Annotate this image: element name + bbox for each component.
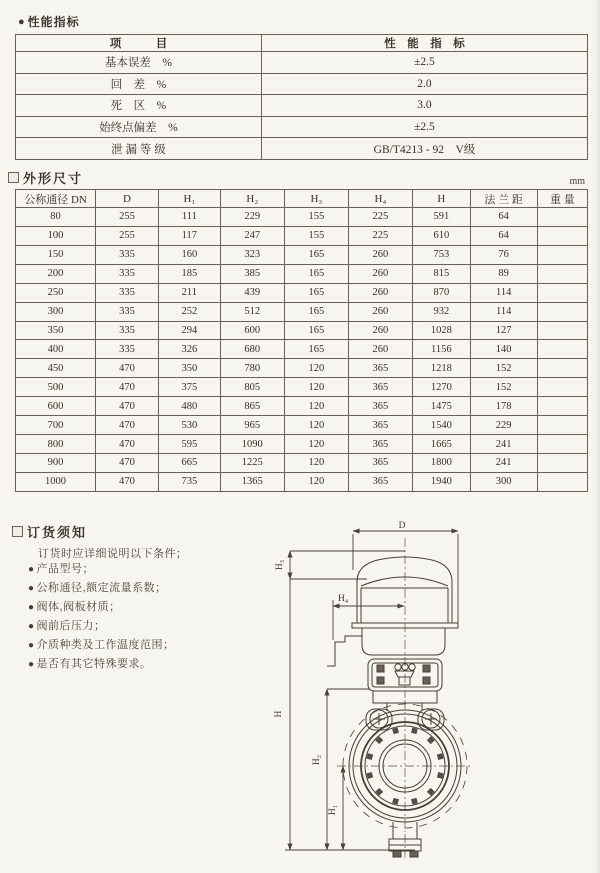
dim-cell: 165 [284,264,348,283]
bullet-icon: ● [28,659,35,670]
dim-cell: 64 [470,208,537,227]
perf-value-cell: 3.0 [261,95,587,117]
dim-cell: 211 [158,283,220,302]
bullet-icon: ● [28,564,35,575]
dim-cell: 700 [16,416,96,435]
actuator-housing [362,628,445,655]
dim-row [16,340,588,359]
dim-col-header: H₃ [284,190,348,208]
dim-cell: 1156 [412,340,470,359]
dim-cell: 591 [412,208,470,227]
dim-cell: 365 [348,416,412,435]
dim-header-row [16,190,588,208]
dim-cell [537,302,587,321]
dim-cell [537,340,587,359]
dim-cell: 470 [96,416,159,435]
dim-label-h: H [274,710,284,718]
dim-cell: 1540 [412,416,470,435]
dim-col-header: H [412,190,470,208]
ordering-item-label: 产品型号； [36,563,95,575]
dim-cell: 600 [16,397,96,416]
dim-cell: 365 [348,397,412,416]
dim-cell: 865 [220,397,284,416]
performance-heading-label: 性能指标 [27,15,80,29]
dim-cell: 900 [16,453,96,472]
unit-label: mm [569,176,585,187]
dim-row [16,435,588,454]
dim-cell [537,453,587,472]
dim-cell: 64 [470,226,537,245]
dim-cell: 229 [220,208,284,227]
flange-bolt [437,753,444,760]
actuator-dome [361,577,448,586]
dim-cell: 252 [158,302,220,321]
dim-cell: 300 [470,472,537,491]
dim-cell: 255 [96,226,159,245]
dim-cell: 260 [348,283,412,302]
dim-cell: 255 [96,208,159,227]
dimension-labels [274,521,406,815]
dim-cell: 185 [158,264,220,283]
dim-label-h3: H₃ [275,559,285,571]
dim-cell: 241 [470,453,537,472]
perf-value-cell: ±2.5 [261,52,587,74]
dim-cell: 350 [16,321,96,340]
perf-value-cell: ±2.5 [261,116,587,138]
dimensions-table [15,189,588,492]
dim-cell: 120 [284,435,348,454]
dim-label-d: D [398,521,406,531]
dim-cell: 120 [284,416,348,435]
dim-row [16,453,588,472]
dim-cell: 294 [158,321,220,340]
dim-cell: 150 [16,245,96,264]
ordering-item-label: 公称通径,额定流量系数； [36,582,167,594]
dim-cell: 335 [96,302,159,321]
square-marker-icon [8,172,19,183]
dim-cell: 365 [348,435,412,454]
dim-cell: 965 [220,416,284,435]
dim-cell: 155 [284,226,348,245]
dim-cell: 117 [158,226,220,245]
dim-cell [537,359,587,378]
perf-item-cell: 泄 漏 等 级 [16,138,262,160]
performance-table-body [16,52,588,160]
dim-cell [537,397,587,416]
dim-row [16,208,588,227]
dim-cell [537,245,587,264]
performance-header-row [16,35,588,52]
bullet-icon: ● [18,15,26,28]
dim-cell: 480 [158,397,220,416]
dim-cell: 735 [158,472,220,491]
flange-bolt [366,753,373,760]
dim-cell: 1475 [412,397,470,416]
ordering-heading [12,522,87,541]
flange-bolt [411,727,418,734]
dim-cell: 152 [470,359,537,378]
flange-bolt [392,798,399,805]
dim-cell: 595 [158,435,220,454]
dim-cell: 200 [16,264,96,283]
dim-cell: 326 [158,340,220,359]
dim-cell: 680 [220,340,284,359]
dim-cell: 100 [16,226,96,245]
dim-cell: 229 [470,416,537,435]
dim-cell: 932 [412,302,470,321]
dim-cell: 665 [158,453,220,472]
dim-cell: 753 [412,245,470,264]
ordering-item-label: 介质种类及工作温度范围； [36,639,175,651]
dim-cell: 1000 [16,472,96,491]
perf-item-cell: 回 差 % [16,73,262,95]
dim-col-header: 法 兰 距 [470,190,537,208]
dim-cell: 140 [470,340,537,359]
ordering-list-item [28,598,175,617]
perf-col-value-header: 性 能 指 标 [261,35,587,52]
dim-cell: 178 [470,397,537,416]
dim-cell: 120 [284,378,348,397]
dim-cell [537,226,587,245]
bullet-icon: ● [28,583,35,594]
ordering-list-item [28,617,175,636]
dim-cell: 500 [16,378,96,397]
dim-cell: 780 [220,359,284,378]
dim-row [16,397,588,416]
dim-cell: 80 [16,208,96,227]
dim-cell: 155 [284,208,348,227]
actuator-envelope [357,557,452,623]
dim-row [16,302,588,321]
dim-cell: 260 [348,302,412,321]
dim-cell [537,208,587,227]
dim-cell: 1090 [220,435,284,454]
dim-cell: 1028 [412,321,470,340]
perf-item-cell: 始终点偏差 % [16,116,262,138]
ordering-intro: 订货时应详细说明以下条件； [38,548,188,560]
dim-cell: 600 [220,321,284,340]
dim-cell: 152 [470,378,537,397]
actuator-lever [327,636,362,666]
dim-table-body [16,208,588,492]
dim-cell: 120 [284,397,348,416]
dim-cell: 120 [284,453,348,472]
dim-cell: 114 [470,283,537,302]
dim-cell: 165 [284,321,348,340]
dim-cell: 1365 [220,472,284,491]
dim-cell: 400 [16,340,96,359]
dim-cell: 165 [284,340,348,359]
dim-cell [537,321,587,340]
bullet-icon: ● [28,621,35,632]
dim-cell: 1665 [412,435,470,454]
page-edge-shade [594,0,600,873]
dim-cell: 470 [96,397,159,416]
valve-drawing [265,518,577,873]
dim-cell: 1270 [412,378,470,397]
dim-cell [537,435,587,454]
flange-bolt [366,772,373,779]
ordering-item-label: 阀前后压力； [36,620,106,632]
dim-row [16,378,588,397]
dim-cell: 160 [158,245,220,264]
ordering-heading-label: 订货须知 [27,525,88,540]
performance-row [16,138,588,160]
dim-cell [537,378,587,397]
dim-row [16,416,588,435]
performance-heading [18,13,80,30]
dim-cell: 120 [284,359,348,378]
dim-cell: 365 [348,359,412,378]
dim-cell: 805 [220,378,284,397]
perf-item-cell: 基本误差 % [16,52,262,74]
dim-cell: 260 [348,245,412,264]
dim-col-header: 公称通径 DN [16,190,96,208]
dim-cell: 165 [284,302,348,321]
dim-cell: 225 [348,208,412,227]
dim-cell: 870 [412,283,470,302]
dim-cell: 335 [96,245,159,264]
dim-cell: 260 [348,264,412,283]
dim-cell: 450 [16,359,96,378]
dim-cell: 1800 [412,453,470,472]
dim-row [16,321,588,340]
dimensions-heading-label: 外形尺寸 [23,171,84,186]
perf-value-cell: 2.0 [261,73,587,95]
perf-col-item-header: 项 目 [16,35,262,52]
dim-col-header: H₂ [220,190,284,208]
ordering-item-label: 阀体,阀板材质； [36,601,121,613]
dim-col-header: 重 量 [537,190,587,208]
dim-col-header: H₁ [158,190,220,208]
dim-cell: 1225 [220,453,284,472]
dim-cell [537,472,587,491]
bullet-icon: ● [28,640,35,651]
dim-cell: 439 [220,283,284,302]
ordering-list-item [28,636,175,655]
dim-cell: 260 [348,340,412,359]
dim-cell: 260 [348,321,412,340]
dim-row [16,245,588,264]
dim-cell: 300 [16,302,96,321]
flange-bolt [392,727,399,734]
yoke-drawing [368,659,442,711]
dim-label-h4: H₄ [338,594,349,604]
dim-cell: 470 [96,378,159,397]
dim-cell: 241 [470,435,537,454]
dim-cell [537,416,587,435]
dim-cell: 350 [158,359,220,378]
flange-bolt [437,772,444,779]
dim-cell: 335 [96,264,159,283]
dim-cell: 470 [96,453,159,472]
dim-cell: 335 [96,283,159,302]
dim-cell: 1940 [412,472,470,491]
dim-cell: 530 [158,416,220,435]
dim-cell: 111 [158,208,220,227]
perf-item-cell: 死 区 % [16,95,262,117]
dim-cell: 89 [470,264,537,283]
ordering-list-item [28,655,175,674]
dim-label-h2: H₂ [312,754,322,766]
dimensions-heading-row [0,168,600,186]
actuator-drawing [327,557,458,666]
dim-label-h1: H₁ [328,804,338,816]
dim-cell: 470 [96,435,159,454]
dim-row [16,359,588,378]
dim-row [16,283,588,302]
ordering-list-item [28,579,175,598]
dim-cell [537,264,587,283]
performance-row [16,52,588,74]
dim-cell: 375 [158,378,220,397]
dim-cell: 76 [470,245,537,264]
ordering-list [28,560,175,674]
dim-col-header: D [96,190,159,208]
dim-row [16,226,588,245]
perf-value-cell: GB/T4213 - 92 V级 [261,138,587,160]
square-marker-icon [12,526,23,537]
dim-cell: 165 [284,283,348,302]
dim-cell: 120 [284,472,348,491]
flange-bolt [411,798,418,805]
dim-cell: 800 [16,435,96,454]
dim-cell: 127 [470,321,537,340]
performance-row [16,73,588,95]
dim-row [16,472,588,491]
dim-cell: 225 [348,226,412,245]
dim-cell: 250 [16,283,96,302]
performance-row [16,116,588,138]
dim-cell: 610 [412,226,470,245]
dim-cell: 323 [220,245,284,264]
performance-table [15,34,588,160]
dim-cell: 470 [96,359,159,378]
dim-cell: 1218 [412,359,470,378]
bullet-icon: ● [28,602,35,613]
dim-cell: 470 [96,472,159,491]
dimensions-heading [8,168,83,187]
dim-cell: 365 [348,453,412,472]
performance-row [16,95,588,117]
dim-cell: 247 [220,226,284,245]
dim-col-header: H₄ [348,190,412,208]
dim-cell: 335 [96,340,159,359]
dim-cell: 385 [220,264,284,283]
dim-cell: 815 [412,264,470,283]
dim-cell: 165 [284,245,348,264]
dim-cell: 335 [96,321,159,340]
ordering-list-item [28,560,175,579]
dim-cell: 365 [348,472,412,491]
dim-cell: 365 [348,378,412,397]
dim-cell: 512 [220,302,284,321]
ordering-item-label: 是否有其它特殊要求。 [36,658,152,670]
dim-cell [537,283,587,302]
dim-row [16,264,588,283]
dim-cell: 114 [470,302,537,321]
